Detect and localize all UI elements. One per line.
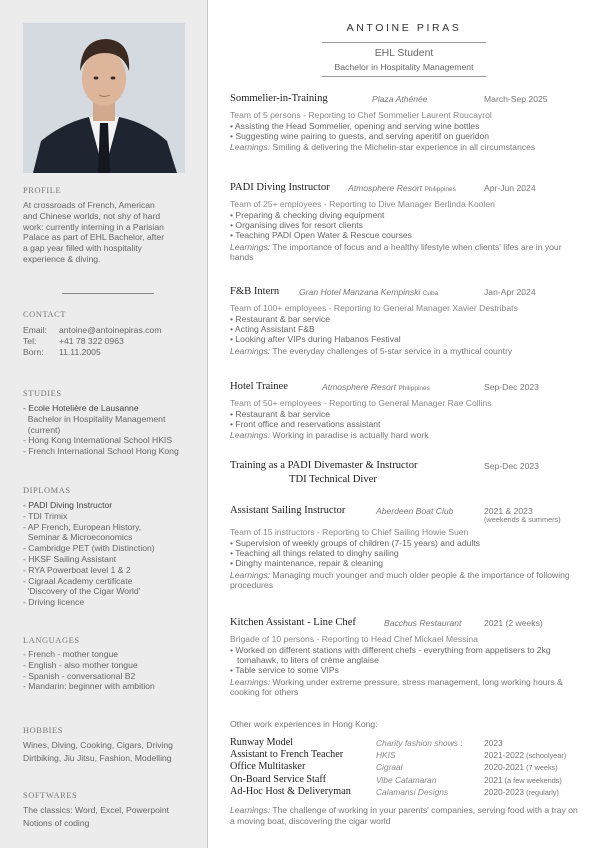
job-entry [230, 93, 580, 153]
other-date: 2020-2023 (regularly) [484, 786, 559, 797]
divider [322, 76, 486, 77]
other-role: Assistant to French Teacher [230, 749, 344, 761]
job-learnings: Learnings: The everyday challenges of 5-star service in a mythical country [230, 345, 513, 356]
other-learnings: Learnings: The challenge of working in your parents' companies, serving food with a tray on a moving boat, discovering the cigar world [230, 805, 578, 826]
candidate-subtitle: Bachelor in Hospitality Management [334, 62, 474, 72]
job-role: Sommelier-in-Training [230, 93, 328, 104]
job-bullets [230, 409, 580, 429]
other-date: 2021-2022 (schoolyear) [484, 750, 567, 761]
contact-block [23, 325, 193, 357]
hobbies-line: Wines, Diving, Cooking, Cigars, Driving [23, 740, 173, 750]
job-date: Sep-Dec 2023 [484, 461, 539, 471]
list-item: - Ecole Hotelière de Lausanne [23, 403, 139, 413]
job-bullet: • Table service to some VIPs [230, 665, 339, 676]
main-content [208, 0, 600, 848]
job-bullet: • Assisting the Head Sommelier, opening and serving wine bottles [230, 121, 480, 131]
job-entry [230, 617, 580, 698]
other-date: 2020-2021 (7 weeks) [484, 762, 558, 773]
job-role: Kitchen Assistant - Line Chef [230, 617, 356, 628]
job-entry [230, 505, 580, 591]
list-item: Bachelor in Hospitality Management [23, 413, 166, 424]
born-value: 11.11.2005 [59, 346, 101, 357]
list-item: - French International School Hong Kong [23, 446, 179, 457]
list-item: - RYA Powerboat level 1 & 2 [23, 564, 131, 575]
job-team: Brigade of 10 persons - Reporting to Head Chef Mickael Messina [230, 634, 478, 644]
other-role: Ad-Hoc Host & Deliveryman [230, 785, 351, 797]
job-date: Jan-Apr 2024 [484, 287, 536, 297]
job-bullet: • Restaurant & bar service [230, 314, 330, 324]
job-place: Gran Hotel Manzana Kempinski Cuba [299, 287, 439, 297]
list-item: - French - mother tongue [23, 649, 119, 659]
job-place: Atmosphere Resort Philippines [322, 382, 430, 392]
software-line: The classics: Word, Excel, Powerpoint [23, 805, 169, 815]
job-bullet: • Organising dives for resort clients [230, 220, 363, 231]
list-item: - Spanish - conversational B2 [23, 670, 136, 681]
job-role: Hotel Trainee [230, 381, 288, 392]
other-place: Cigraal [376, 762, 403, 773]
job-bullet: • Restaurant & bar service [230, 409, 330, 419]
list-item: 'Discovery of the Cigar World' [23, 586, 141, 597]
job-team: Team of 50+ employees - Reporting to General Manager Rae Collins [230, 398, 492, 408]
job-role: F&B Intern [230, 286, 280, 297]
table-row [230, 786, 590, 798]
studies-heading: STUDIES [23, 389, 62, 398]
profile-text: At crossroads of French, American and Chinese worlds, not shy of hard work: currently interning in a Parisian Palace as part of EHL Bachelor, after a gap year filled with hospitality experience & diving. [23, 200, 165, 264]
born-label: Born: [23, 346, 44, 357]
diplomas-heading: DIPLOMAS [23, 486, 71, 495]
job-bullets [230, 645, 580, 676]
table-row [230, 737, 590, 749]
candidate-title: EHL Student [374, 48, 434, 59]
job-role: PADI Diving Instructor [230, 182, 330, 193]
languages-heading: LANGUAGES [23, 636, 80, 645]
table-row [230, 774, 590, 786]
job-team: Team of 100+ employees - Reporting to General Manager Xavier Destribats [230, 303, 518, 313]
list-item: - Cigraal Academy certificate [23, 575, 133, 586]
candidate-name: ANTOINE PIRAS [346, 22, 462, 34]
job-entry [230, 381, 580, 441]
profile-photo [23, 23, 185, 173]
job-bullet: • Suggesting wine pairing to guests, and serving aperitif on gueridon [230, 131, 490, 142]
other-role: Office Multitasker [230, 761, 306, 773]
other-date: 2021 (a few weekends) [484, 774, 562, 785]
list-item: - AP French, European History, [23, 521, 142, 532]
job-bullets [230, 314, 580, 345]
list-item: - Hong Kong International School HKIS [23, 435, 173, 446]
job-team: Team of 5 persons - Reporting to Chef Sommelier Laurent Roucayrol [230, 110, 492, 120]
job-date: 2021 & 2023 (weekends & summers) [484, 506, 561, 524]
email-value[interactable]: antoine@antoinepiras.com [59, 325, 162, 335]
job-bullet: • Worked on different stations with different chefs - everything from appetisers to 2kg tomahawk, to liters of crème anglaise [230, 645, 551, 666]
divemaster-title: Training as a PADI Divemaster & Instructor [230, 460, 418, 471]
diplomas-list [23, 500, 193, 608]
list-item: - HKSF Sailing Assistant [23, 553, 117, 564]
tel-label: Tel: [23, 335, 37, 346]
job-bullet: • Teaching PADI Open Water & Rescue courses [230, 230, 412, 241]
job-bullets [230, 538, 580, 569]
other-place: HKIS [376, 750, 396, 761]
list-item: Seminar & Microeconomics [23, 532, 133, 543]
job-bullet: • Front office and reservations assistant [230, 419, 381, 430]
hobbies-text [23, 739, 193, 765]
divider [322, 42, 486, 43]
software-line: Notions of coding [23, 818, 90, 828]
job-date: March-Sep 2025 [484, 94, 548, 104]
table-row [230, 749, 590, 761]
job-date: Apr-Jun 2024 [484, 183, 536, 193]
contact-heading: CONTACT [23, 310, 67, 319]
job-place: Aberdeen Boat Club [376, 506, 454, 516]
job-learnings: Learnings: Working in paradise is actually hard work [230, 430, 429, 441]
job-entry [230, 182, 580, 263]
table-row [230, 761, 590, 773]
list-item: - Cambridge PET (with Distinction) [23, 543, 155, 554]
job-bullet: • Acting Assistant F&B [230, 324, 315, 335]
job-bullet: • Looking after VIPs during Habanos Festival [230, 334, 401, 345]
other-place: Charity fashion shows : [376, 738, 463, 748]
other-intro: Other work experiences in Hong Kong: [230, 719, 378, 729]
job-place: Atmosphere Resort Philippines [348, 183, 456, 193]
job-place: Bacchus Restaurant [384, 618, 462, 628]
other-place: Calamansi Designs [376, 786, 449, 797]
list-item: - PADI Diving Instructor [23, 500, 113, 510]
software-text [23, 804, 193, 830]
job-date: 2021 (2 weeks) [484, 618, 543, 628]
job-bullets [230, 210, 580, 241]
other-date: 2023 [484, 738, 503, 748]
job-date: Sep-Dec 2023 [484, 382, 539, 392]
tel-value[interactable]: +41 78 322 0963 [59, 335, 124, 346]
list-item: - Driving licence [23, 597, 85, 608]
job-bullet: • Supervision of weekly groups of children (7-15 years) and adults [230, 538, 480, 548]
languages-list [23, 649, 193, 692]
software-heading: SOFTWARES [23, 791, 78, 800]
job-team: Team of 25+ employees - Reporting to Dive Manager Berlinda Koolen [230, 199, 495, 209]
email-label: Email: [23, 325, 47, 335]
sidebar [0, 0, 208, 848]
job-entry [230, 286, 580, 356]
job-learnings: Learnings: Smiling & delivering the Michelin-star experience in all circumstances [230, 142, 536, 153]
hobbies-line: Dirtbiking, Jiu Jitsu, Fashion, Modelling [23, 753, 172, 763]
job-bullet: • Dinghy maintenance, repair & cleaning [230, 558, 384, 569]
list-item: - English - also mother tongue [23, 659, 138, 670]
job-learnings: Learnings: Managing much younger and much older people & the importance of following procedures [230, 569, 570, 591]
job-learnings: Learnings: The importance of focus and a healthy lifestyle when clients' lifes are in your hands [230, 241, 562, 263]
other-role: Runway Model [230, 737, 294, 748]
profile-heading: PROFILE [23, 186, 62, 195]
list-item: - Mandarin: beginner with ambition [23, 681, 155, 692]
divemaster-subtitle: TDI Technical Diver [289, 474, 377, 485]
hobbies-heading: HOBBIES [23, 726, 64, 735]
job-place: Plaza Athénée [372, 94, 428, 104]
studies-list [23, 403, 193, 457]
divider [62, 293, 154, 294]
job-team: Team of 15 instructors - Reporting to Chief Sailing Howie Suen [230, 527, 469, 537]
job-bullet: • Teaching all things related to dinghy sailing [230, 548, 399, 559]
divemaster-entry [230, 460, 580, 487]
job-bullets [230, 121, 580, 141]
list-item: - TDI Trimix [23, 510, 68, 521]
other-role: On-Board Service Staff [230, 773, 327, 785]
job-bullet: • Preparing & checking diving equipment [230, 210, 385, 220]
other-place: Vibe Catamaran [376, 774, 437, 785]
job-role: Assistant Sailing Instructor [230, 505, 346, 516]
job-learnings: Learnings: Working under extreme pressure, stress management, long working hours & cooking for others [230, 676, 563, 698]
list-item: (current) [23, 424, 61, 435]
other-experience-table [230, 737, 590, 798]
